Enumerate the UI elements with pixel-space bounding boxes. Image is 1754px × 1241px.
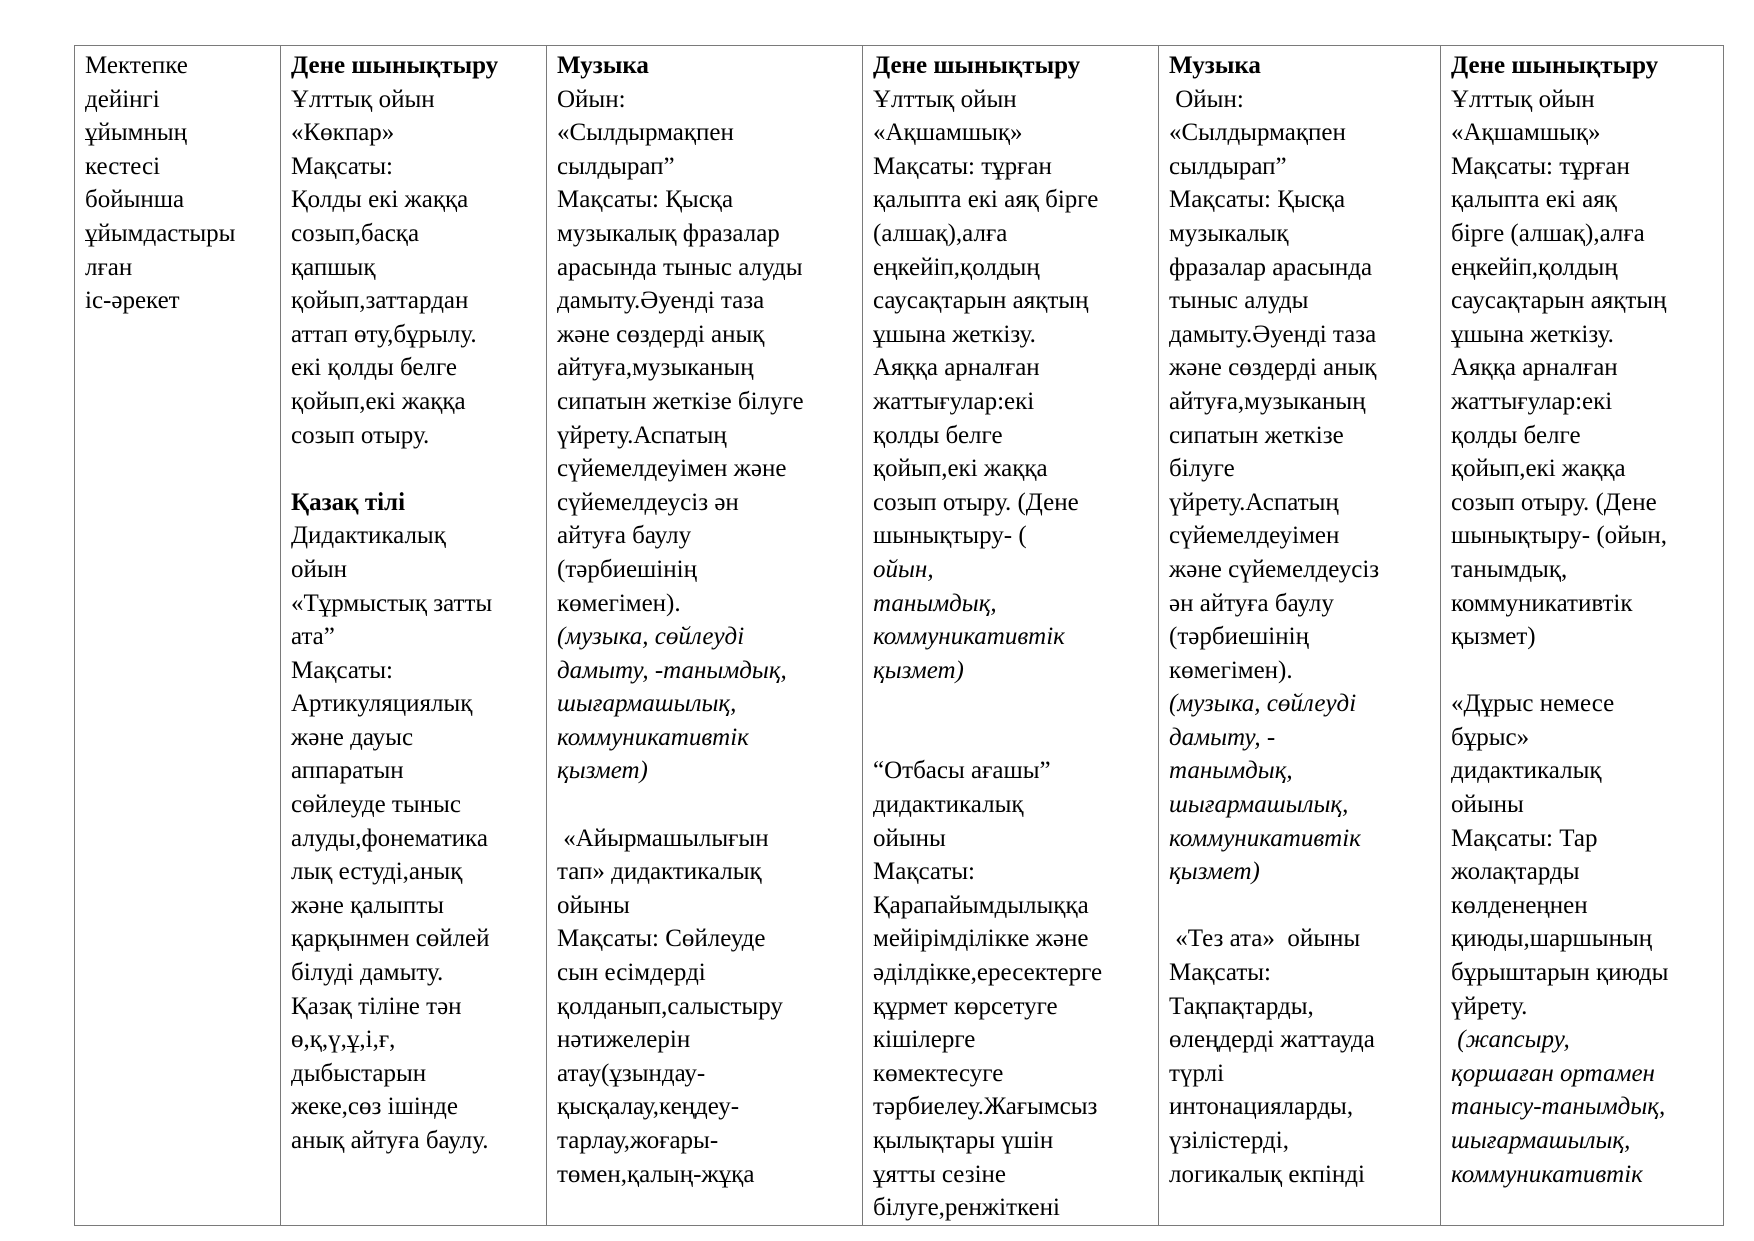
blank-line (873, 687, 1154, 721)
activity-areas-note: ойын, танымдық, коммуникативтік қызмет) (873, 555, 1065, 684)
day-5-cell (1441, 46, 1724, 1226)
blank-line (557, 788, 858, 822)
row-label-cell (75, 46, 281, 1226)
activity-areas-note: (музыка, сөйлеуді дамыту, -танымдық, шығармашылық, коммуникативтік қызмет) (557, 623, 787, 785)
day-4-cell (1159, 46, 1441, 1226)
text-block: Ойын: «Сылдырмақпен сылдырап” Мақсаты: Қысқа музыкалық фразалар арасында тыныс алуды дамыту.Әуенді таза және сөздерді анық айтуға,музыканың сипатын жеткізе білуге үйрету.Аспатың сүйемелдеуімен және сүйемелдеусіз ән айтуға баулу (тәрбиешінің көмегімен). (1169, 85, 1380, 684)
text-block: Мектепке дейінгі ұйымның кестесі бойынша ұйымдастыры лған іс-әрекет (85, 52, 236, 315)
text-block: «Дұрыс немесе бұрыс» дидактикалық ойыны Мақсаты: Тар жолақтарды көлденеңнен қиюды,шаршының бұрыштарын қиюды үйрету. (1451, 690, 1669, 1020)
activity-areas-note: (музыка, сөйлеуді дамыту, - танымдық, шығармашылық, коммуникативтік қызмет) (1169, 690, 1361, 886)
text-block: Ұлттық ойын «Ақшамшық» Мақсаты: тұрған қалыпта екі аяқ бірге (алшақ),алға еңкейіп,қолдың саусақтарын аяқтың ұшына жеткізу. Аяққа арналған жаттығулар:екі қолды белге қойып,екі жаққа созып отыру. (Дене шынықтыру- ( (873, 85, 1099, 550)
subject-heading: Музыка (1169, 52, 1261, 79)
day-2-cell (547, 46, 863, 1226)
blank-line (873, 721, 1154, 755)
blank-line (1169, 889, 1436, 923)
blank-line (291, 452, 542, 486)
blank-line (1451, 654, 1719, 688)
text-block: “Отбасы ағашы” дидактикалық ойыны Мақсаты: Қарапайымдылыққа мейірімділікке және әділдікке,ересектерге құрмет көрсетуге кішілерге көмектесуге тәрбиелеу.Жағымсыз қылықтары үшін ұятты сезіне білуге,ренжіткені (873, 757, 1103, 1222)
text-block: Ұлттық ойын «Көкпар» Мақсаты: Қолды екі жаққа созып,басқа қапшық қойып,заттардан аттап өту,бұрылу. екі қолды белге қойып,екі жаққа созып отыру. (291, 85, 477, 449)
schedule-table (74, 45, 1724, 1226)
text-block: Ойын: «Сылдырмақпен сылдырап” Мақсаты: Қысқа музыкалық фразалар арасында тыныс алуды дамыту.Әуенді таза және сөздерді анық айтуға,музыканың сипатын жеткізе білуге үйрету.Аспатың сүйемелдеуімен және сүйемелдеусіз ән айтуға баулу (тәрбиешінің көмегімен). (557, 85, 804, 617)
text-block: Дидактикалық ойын «Тұрмыстық затты ата” Мақсаты: Артикуляциялық және дауыс аппаратын сөйлеуде тыныс алуды,фонематика лық естуді,анық және қалыпты қарқынмен сөйлей білуді дамыту. Қазақ тіліне тән ө,қ,ү,ұ,і,ғ, дыбыстарын жеке,сөз ішінде анық айтуға баулу. (291, 522, 493, 1154)
activity-areas-note: (жапсыру, қоршаған ортамен танысу-танымдық, шығармашылық, коммуникативтік (1451, 1026, 1666, 1188)
subject-heading: Музыка (557, 52, 649, 79)
text-block: «Айырмашылығын тап» дидактикалық ойыны Мақсаты: Сөйлеуде сын есімдерді қолданып,салыстыру нәтижелерін атау(ұзындау- қысқалау,кеңдеу- тарлау,жоғары- төмен,қалың-жұқа (557, 824, 783, 1188)
subject-heading: Қазақ тілі (291, 488, 406, 516)
subject-heading: Дене шынықтыру (1451, 52, 1659, 79)
text-block: Ұлттық ойын «Ақшамшық» Мақсаты: тұрған қалыпта екі аяқ бірге (алшақ),алға еңкейіп,қолдың саусақтарын аяқтың ұшына жеткізу. Аяққа арналған жаттығулар:екі қолды белге қойып,екі жаққа созып отыру. (Дене шынықтыру- (ойын, танымдық, коммуникативтік қызмет) (1451, 85, 1667, 651)
subject-heading: Дене шынықтыру (873, 52, 1081, 79)
subject-heading: Дене шынықтыру (291, 52, 499, 79)
text-block: «Тез ата» ойыны Мақсаты: Тақпақтарды, өлеңдерді жаттауда түрлі интонацияларды, үзілістерді, логикалық екпінді (1169, 925, 1375, 1188)
day-1-cell (281, 46, 547, 1226)
activity-row (75, 46, 1724, 1226)
day-3-cell (863, 46, 1159, 1226)
